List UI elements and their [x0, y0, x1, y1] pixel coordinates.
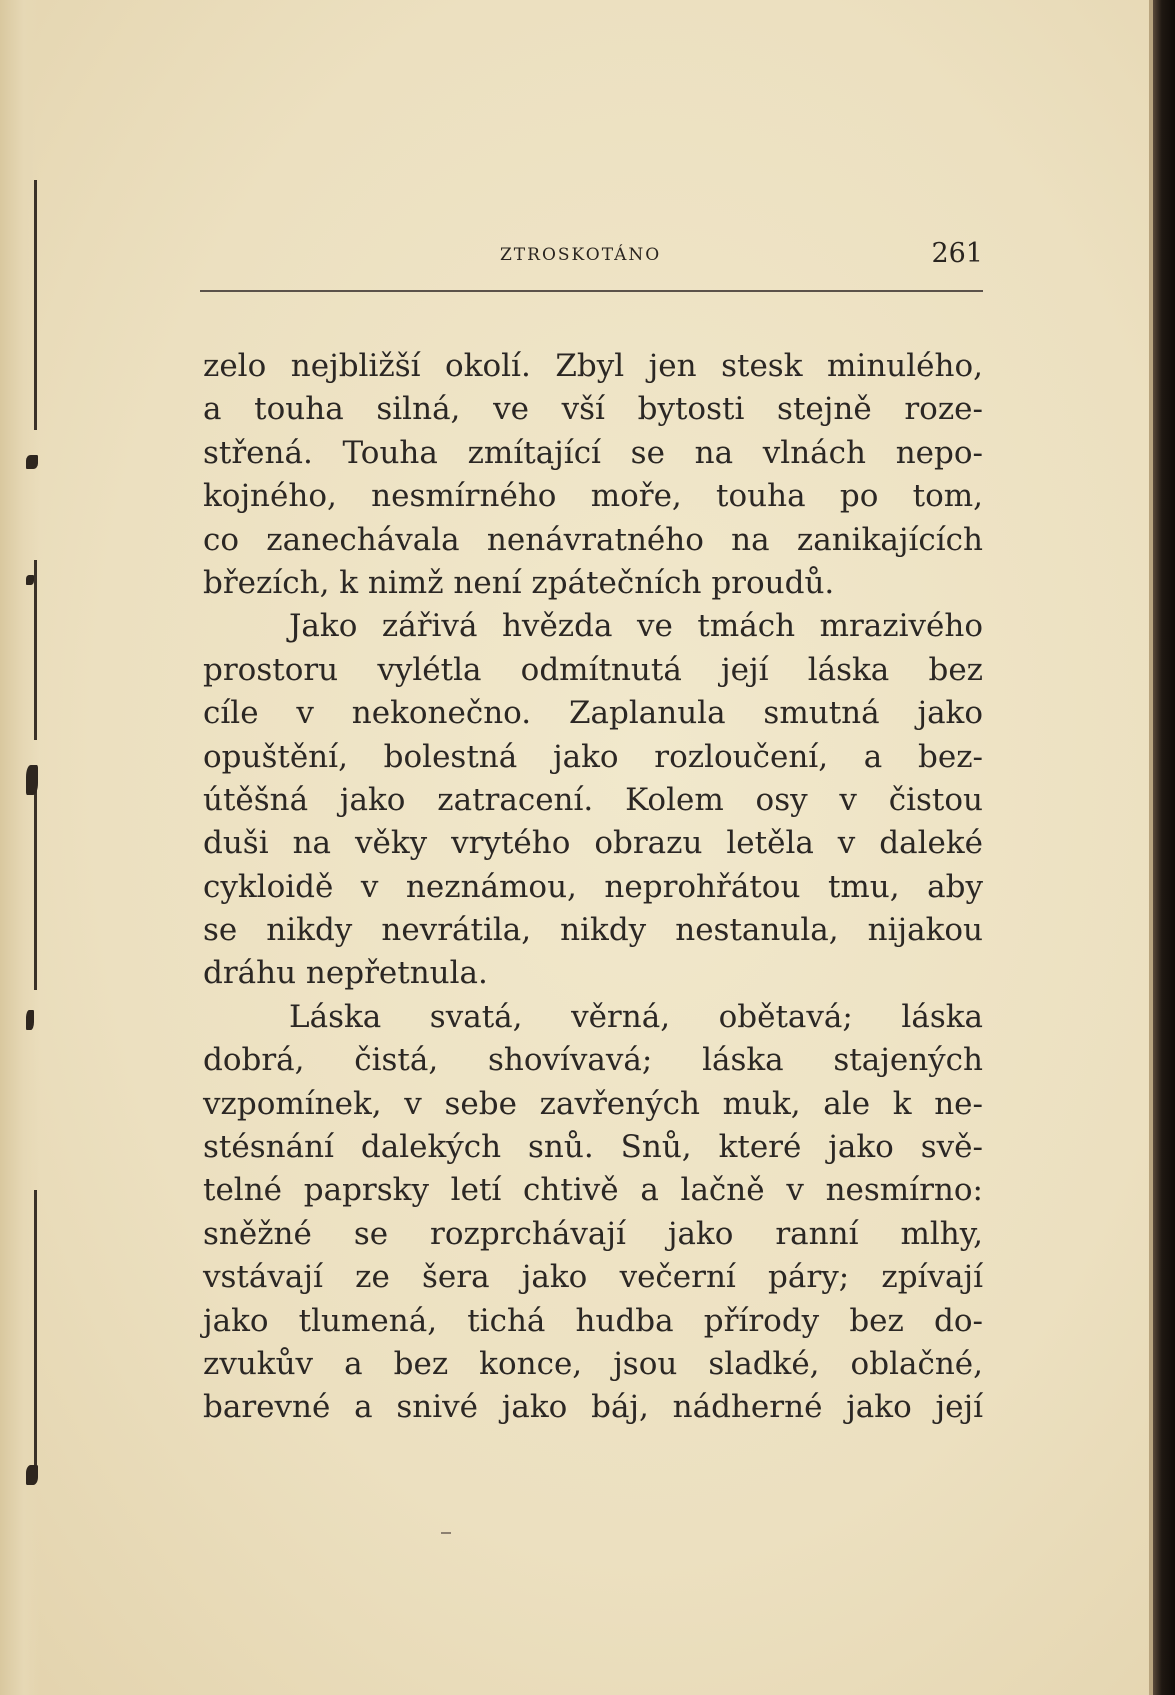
text-line: březích, k nimž není zpátečních proudů. [203, 564, 835, 601]
text-line: prostoru vylétla odmítnutá její láska bez [203, 651, 983, 688]
book-edge [1153, 0, 1175, 1695]
text-line: vstávají ze šera jako večerní páry; zpívají [203, 1259, 983, 1296]
text-line: a touha silná, ve vší bytosti stejně roze- [203, 391, 983, 428]
text-line: dráhu nepřetnula. [203, 955, 488, 992]
text-line: zelo nejbližší okolí. Zbyl jen stesk minulého, [203, 348, 983, 384]
text-line: opuštění, bolestná jako rozloučení, a bez- [203, 738, 983, 775]
gutter-line-2 [34, 560, 37, 740]
text-line: cykloidě v neznámou, neprohřátou tmu, aby [203, 868, 983, 905]
text-line: zvukův a bez konce, jsou sladké, oblačné, [203, 1345, 983, 1382]
text-line: se nikdy nevrátila, nikdy nestanula, nijakou [203, 912, 983, 949]
text-line: co zanechávala nenávratného na zanikajících [203, 521, 983, 558]
header-rule [200, 290, 983, 292]
text-line: barevné a snivé jako báj, nádherné jako její [203, 1389, 983, 1426]
gutter-line-3 [34, 770, 37, 990]
text-line: sněžné se rozprchávají jako ranní mlhy, [203, 1215, 983, 1252]
gutter-tick-4 [26, 1010, 34, 1030]
text-line: stésnání dalekých snů. Snů, které jako svě- [203, 1129, 983, 1166]
text-line: duši na věky vrytého obrazu letěla v daleké [203, 825, 983, 862]
gutter-tick-3 [26, 765, 38, 795]
text-line: jako tlumená, tichá hudba přírody bez do- [203, 1302, 983, 1339]
body-text [203, 345, 983, 1430]
text-line: Láska svatá, věrná, obětavá; láska [289, 998, 983, 1035]
text-line: Jako zářivá hvězda ve tmách mrazivého [289, 608, 983, 645]
gutter-line-1 [34, 180, 37, 430]
gutter-line-4 [34, 1190, 37, 1480]
text-line: střená. Touha zmítající se na vlnách nepo- [203, 434, 983, 471]
gutter-tick-5 [26, 1465, 38, 1485]
gutter-tick-2 [26, 575, 34, 585]
text-line: dobrá, čistá, shovívavá; láska stajených [203, 1042, 983, 1079]
page-header [203, 240, 983, 276]
text-line: telné paprsky letí chtivě a lačně v nesmírno: [203, 1172, 983, 1209]
text-line: kojného, nesmírného moře, touha po tom, [203, 478, 983, 515]
page-number: 261 [931, 238, 983, 269]
footer-mark [441, 1532, 451, 1534]
text-line: cíle v nekonečno. Zaplanula smutná jako [203, 695, 983, 732]
text-line: vzpomínek, v sebe zavřených muk, ale k ne- [203, 1085, 983, 1122]
running-title: ZTROSKOTÁNO [500, 245, 662, 265]
text-line: útěšná jako zatracení. Kolem osy v čistou [203, 781, 983, 818]
gutter-tick-1 [26, 455, 38, 469]
